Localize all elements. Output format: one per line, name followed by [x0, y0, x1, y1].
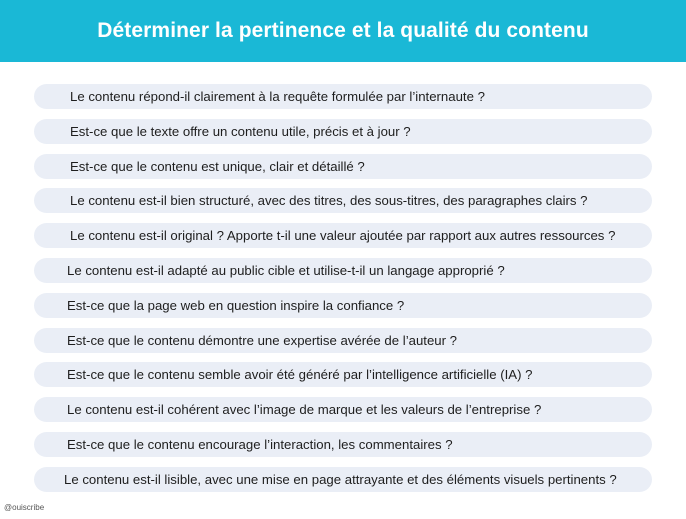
criteria-list	[34, 84, 652, 502]
list-item: Est-ce que le contenu encourage l’interaction, les commentaires ?	[34, 432, 652, 457]
list-item: Est-ce que la page web en question inspire la confiance ?	[34, 293, 652, 318]
list-item: Le contenu est-il original ? Apporte t-il une valeur ajoutée par rapport aux autres ressources ?	[34, 223, 652, 248]
list-item: Le contenu est-il lisible, avec une mise en page attrayante et des éléments visuels pertinents ?	[34, 467, 652, 492]
list-item: Est-ce que le contenu semble avoir été généré par l’intelligence artificielle (IA) ?	[34, 362, 652, 387]
list-item: Est-ce que le contenu démontre une expertise avérée de l’auteur ?	[34, 328, 652, 353]
credit-handle: @ouiscribe	[4, 503, 45, 512]
list-item: Le contenu est-il bien structuré, avec des titres, des sous-titres, des paragraphes clairs ?	[34, 188, 652, 213]
page-title: Déterminer la pertinence et la qualité du contenu	[97, 19, 589, 42]
list-item: Le contenu répond-il clairement à la requête formulée par l’internaute ?	[34, 84, 652, 109]
list-item: Le contenu est-il adapté au public cible et utilise-t-il un langage approprié ?	[34, 258, 652, 283]
list-item: Est-ce que le contenu est unique, clair et détaillé ?	[34, 154, 652, 179]
list-item: Est-ce que le texte offre un contenu utile, précis et à jour ?	[34, 119, 652, 144]
list-item: Le contenu est-il cohérent avec l’image de marque et les valeurs de l’entreprise ?	[34, 397, 652, 422]
